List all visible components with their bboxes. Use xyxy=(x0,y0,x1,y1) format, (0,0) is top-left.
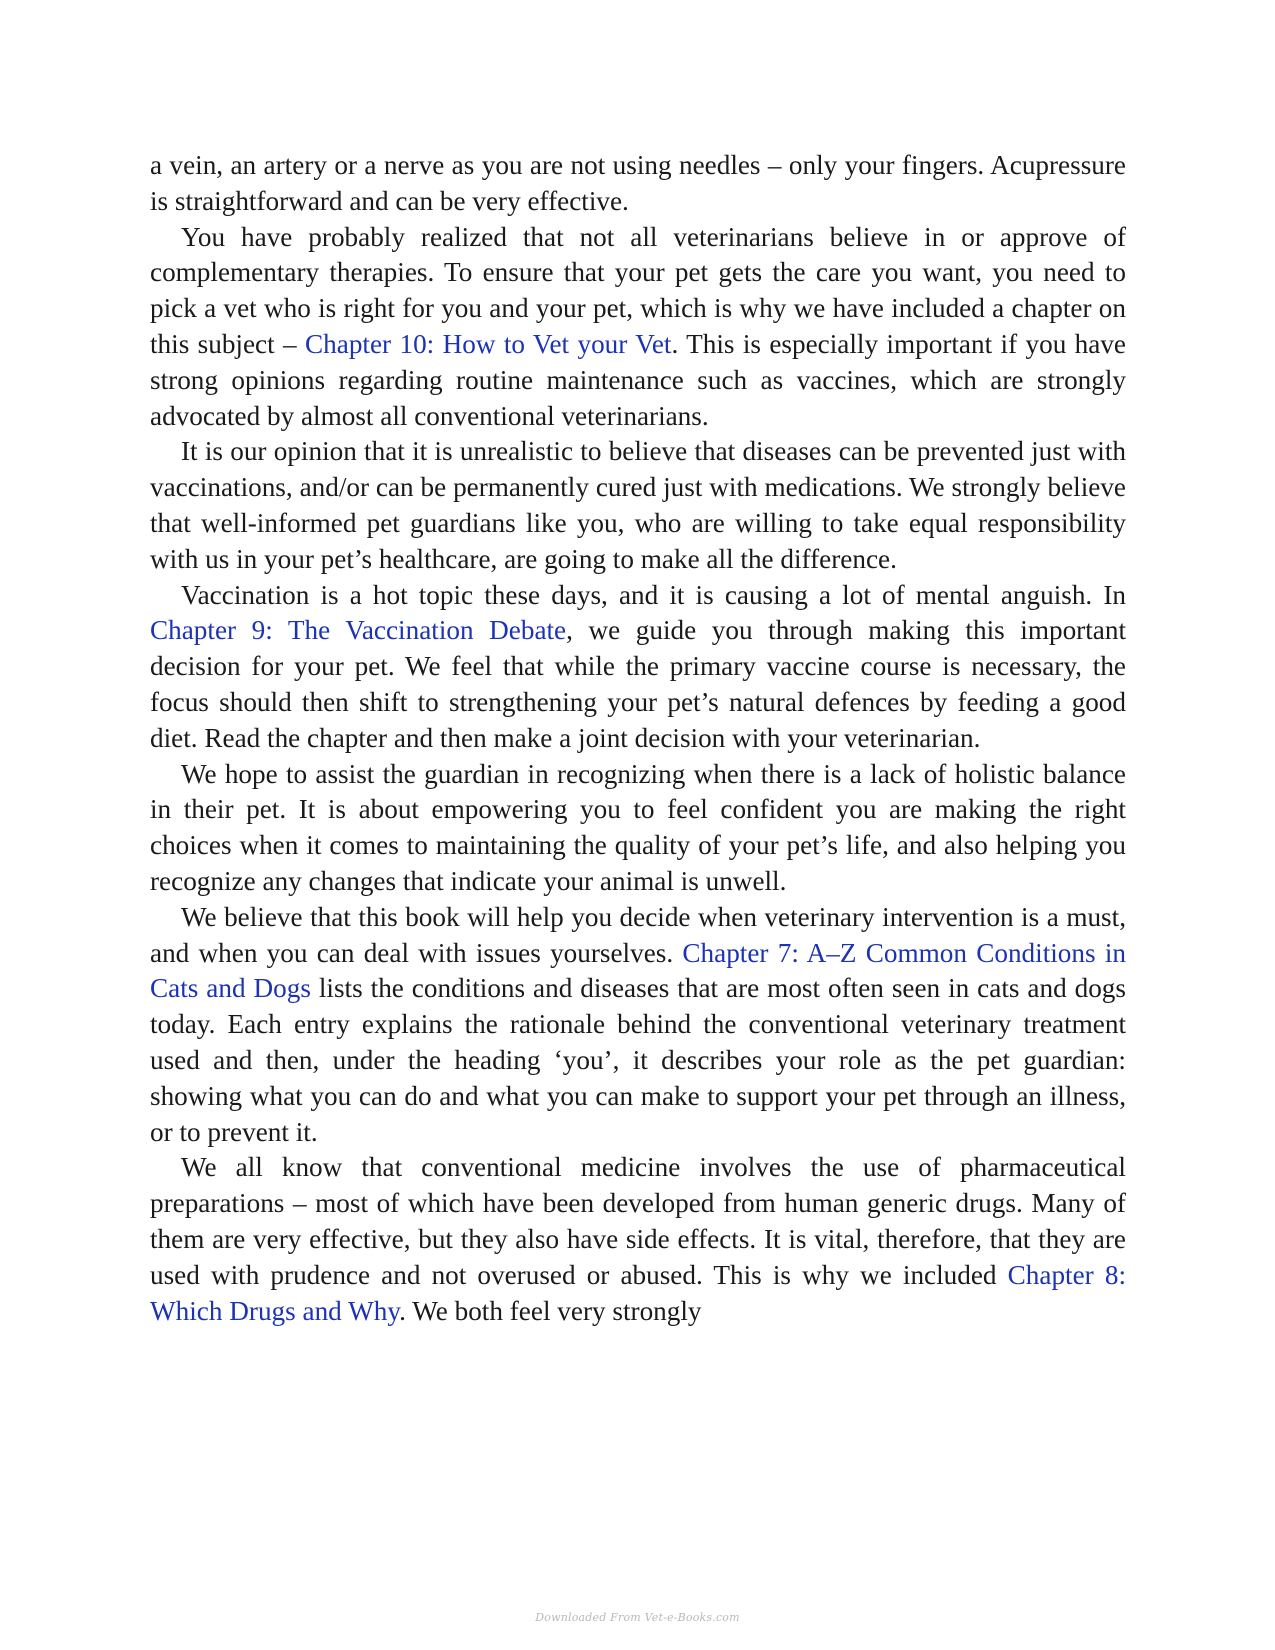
text-segment: . This is especially important if you have strong opinions regarding routine maintenance such as vaccines, which are strongly advocated by almost all conventional veterinarians. xyxy=(150,328,1126,431)
chapter-7-link[interactable]: Chapter 7: A–Z Common Conditions in Cats and Dogs xyxy=(150,937,1126,1004)
text-segment: We hope to assist the guardian in recognizing when there is a lack of holistic balance in their pet. It is about empowering you to feel confident you are making the right choices when it comes to maintaining the quality of your pet’s life, and also helping you recognize any changes that indicate your animal is unwell. xyxy=(150,758,1126,896)
text-segment: We all know that conventional medicine involves the use of pharmaceutical preparations – most of which have been developed from human generic drugs. Many of them are very effective, but they also have side effects. It is vital, therefore, that they are used with prudence and not overused or abused. This is why we included xyxy=(150,1152,1126,1290)
text-segment: It is our opinion that it is unrealistic to believe that diseases can be prevented just with vaccinations, and/or can be permanently cured just with medications. We strongly believe that well-informed pet guardians like you, who are willing to take equal responsibility with us in your pet’s healthcare, are going to make all the difference. xyxy=(150,436,1126,574)
chapter-8-link[interactable]: Chapter 8: Which Drugs and Why xyxy=(150,1259,1126,1326)
text-segment: a vein, an artery or a nerve as you are not using needles – only your fingers. Acupressure is straightforward and can be very effective. xyxy=(150,150,1126,216)
paragraph xyxy=(150,148,1126,220)
text-segment: We believe that this book will help you decide when veterinary intervention is a must, and when you can deal with issues yourselves. xyxy=(150,901,1126,968)
document-page xyxy=(150,148,1126,1329)
download-watermark: Downloaded From Vet-e-Books.com xyxy=(535,1611,740,1624)
chapter-10-link[interactable]: Chapter 10: How to Vet your Vet xyxy=(305,328,672,359)
text-segment: You have probably realized that not all veterinarians believe in or approve of complementary therapies. To ensure that your pet gets the care you want, you need to pick a vet who is right for you and your pet, which is why we have included a chapter on this subject – xyxy=(150,221,1126,359)
paragraph xyxy=(150,578,1126,757)
chapter-9-link[interactable]: Chapter 9: The Vaccination Debate xyxy=(150,615,567,646)
paragraph xyxy=(150,434,1126,577)
text-segment: , we guide you through making this important decision for your pet. We feel that while the primary vaccine course is necessary, the focus should then shift to strengthening your pet’s natural defences by feeding a good diet. Read the chapter and then make a joint decision with your veterinarian. xyxy=(150,615,1126,753)
text-segment: lists the conditions and diseases that are most often seen in cats and dogs today. Each entry explains the rationale behind the conventional veterinary treatment used and then, under the heading ‘you’, it describes your role as the pet guardian: showing what you can do and what you can make to support your pet through an illness, or to prevent it. xyxy=(150,973,1126,1147)
paragraph xyxy=(150,757,1126,900)
paragraph xyxy=(150,900,1126,1151)
text-segment: Vaccination is a hot topic these days, and it is causing a lot of mental anguish. In xyxy=(181,579,1126,610)
text-segment: . We both feel very strongly xyxy=(399,1295,702,1326)
paragraph xyxy=(150,1150,1126,1329)
paragraph xyxy=(150,220,1126,435)
